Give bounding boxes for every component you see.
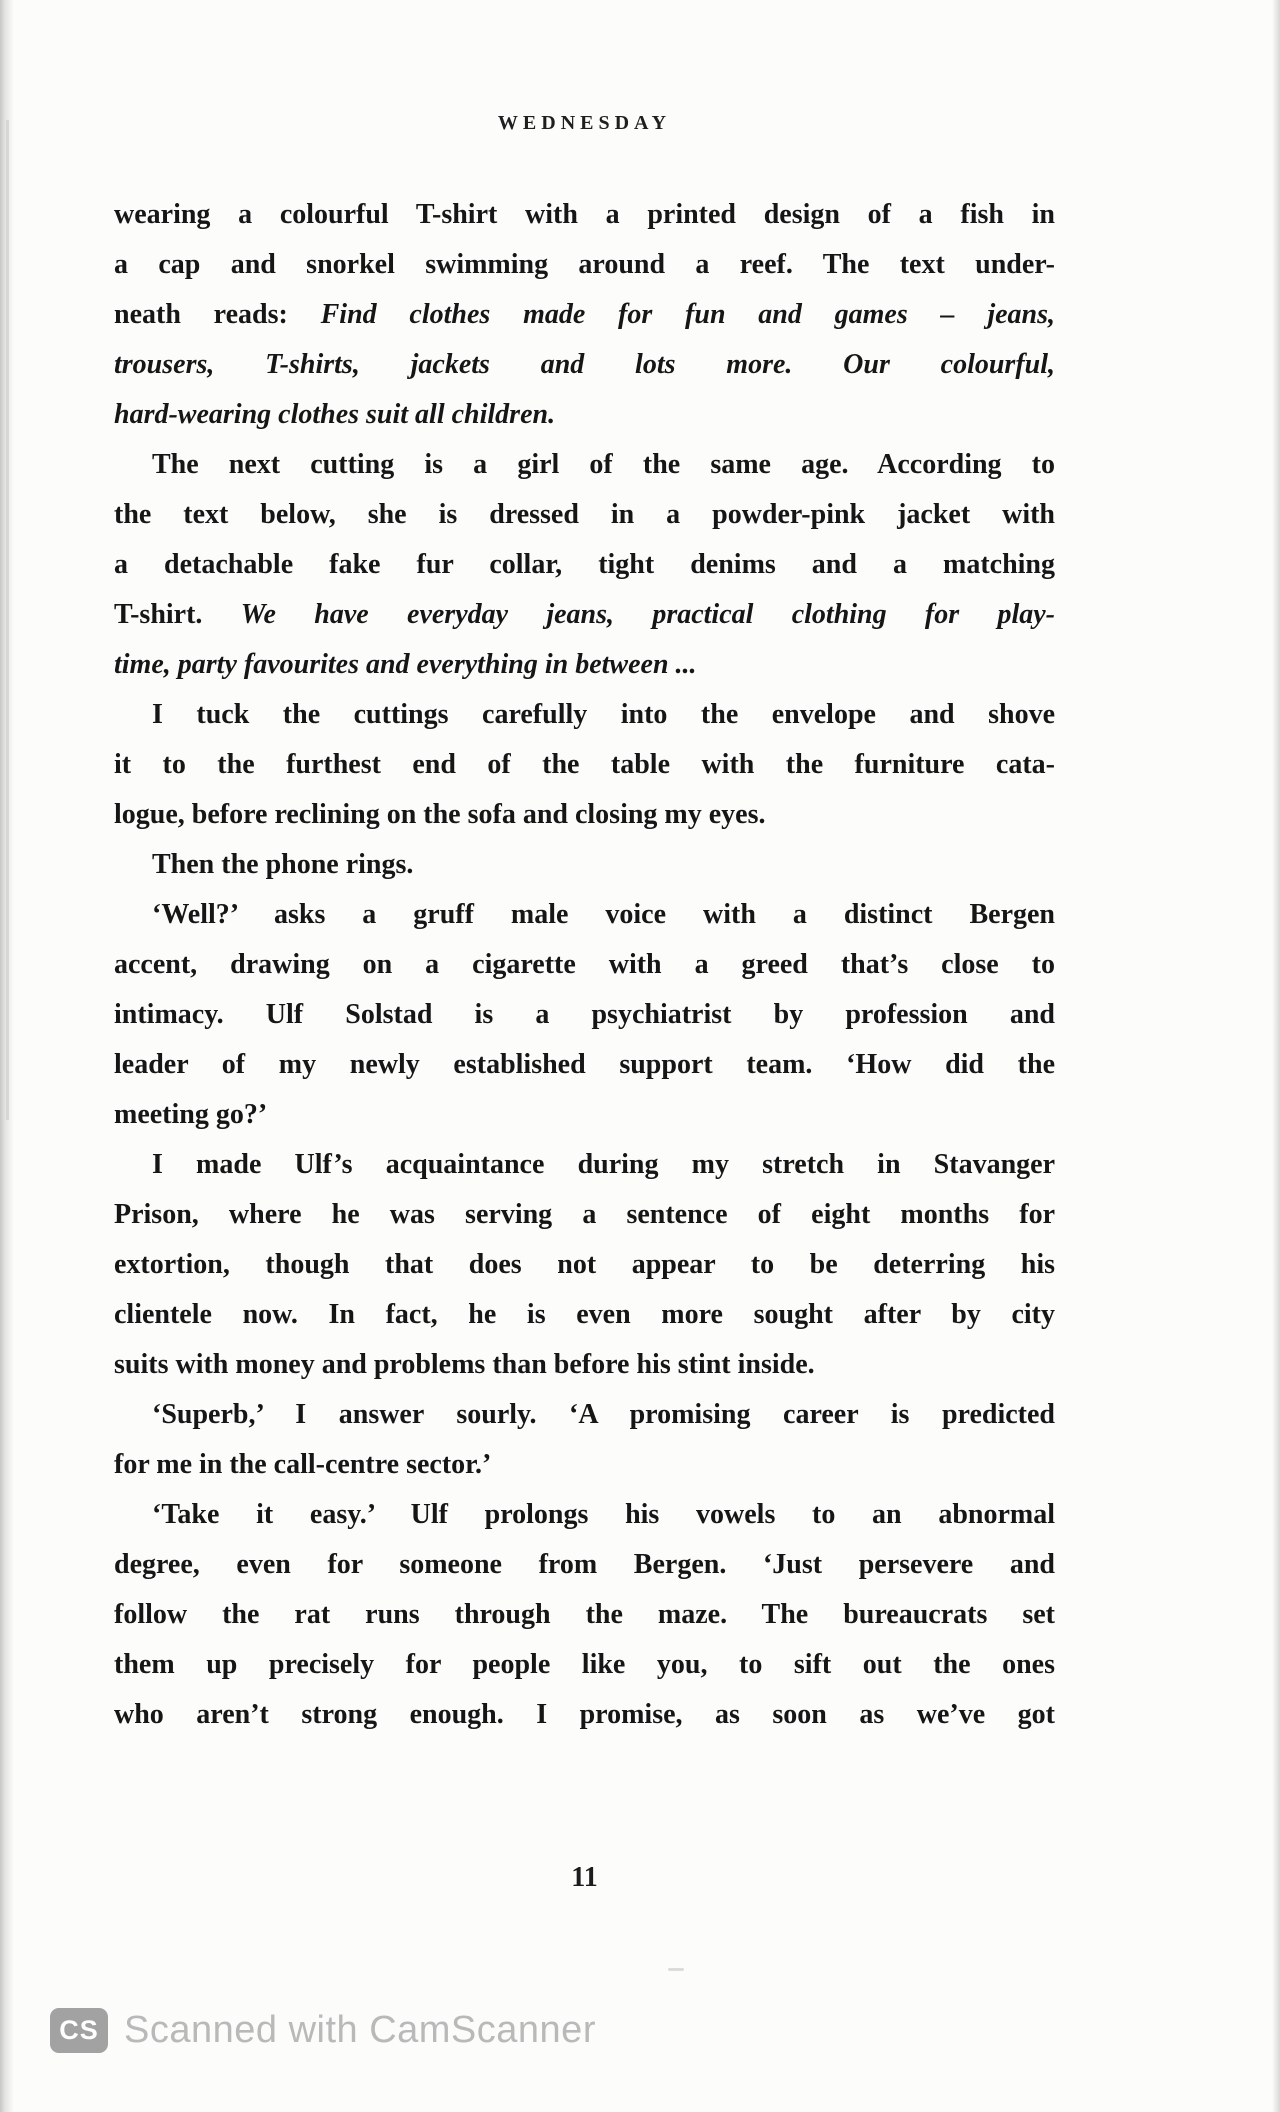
scan-speck (668, 1968, 684, 1971)
text-segment: logue, before reclining on the sofa and closing my eyes. (114, 799, 766, 830)
text-segment: follow the rat runs through the maze. The bureaucrats set (114, 1599, 1055, 1630)
text-segment: The next cutting is a girl of the same age. According to (152, 449, 1055, 480)
text-line (114, 190, 1055, 240)
italic-text-segment: hard-wearing clothes suit all children. (114, 399, 556, 430)
camscanner-text: Scanned with CamScanner (124, 2009, 596, 2051)
text-segment: who aren’t strong enough. I promise, as soon as we’ve got (114, 1699, 1055, 1730)
text-line (114, 240, 1055, 290)
text-line (114, 690, 1055, 740)
text-line (114, 1190, 1055, 1240)
text-segment: extortion, though that does not appear to be deterring his (114, 1249, 1055, 1280)
text-line (114, 790, 1055, 840)
text-segment: I made Ulf’s acquaintance during my stretch in Stavanger (152, 1149, 1055, 1180)
running-head: WEDNESDAY (497, 112, 672, 134)
text-line (114, 840, 1055, 890)
text-line (114, 340, 1055, 390)
text-segment: Prison, where he was serving a sentence of eight months for (114, 1199, 1055, 1230)
text-segment: intimacy. Ulf Solstad is a psychiatrist by profession and (114, 999, 1055, 1030)
camscanner-logo-icon: CS (50, 2008, 108, 2053)
text-line (114, 940, 1055, 990)
text-segment: neath reads: (114, 299, 321, 330)
text-segment: a detachable fake fur collar, tight denims and a matching (114, 549, 1055, 580)
page-edge-shadow-right (1272, 0, 1280, 2112)
text-segment: for me in the call-centre sector.’ (114, 1449, 492, 1480)
text-segment: the text below, she is dressed in a powder-pink jacket with (114, 499, 1055, 530)
italic-text-segment: We have everyday jeans, practical clothing for play- (240, 599, 1055, 630)
text-segment: Then the phone rings. (152, 849, 414, 880)
text-segment: wearing a colourful T-shirt with a printed design of a fish in (114, 199, 1055, 230)
text-line (114, 1640, 1055, 1690)
text-line (114, 1040, 1055, 1090)
text-segment: leader of my newly established support team. ‘How did the (114, 1049, 1055, 1080)
text-line (114, 1240, 1055, 1290)
text-segment: it to the furthest end of the table with the furniture cata- (114, 749, 1055, 780)
text-segment: I tuck the cuttings carefully into the envelope and shove (152, 699, 1055, 730)
text-segment: ‘Well?’ asks a gruff male voice with a distinct Bergen (152, 899, 1055, 930)
text-line (114, 440, 1055, 490)
text-line (114, 590, 1055, 640)
text-line (114, 990, 1055, 1040)
text-segment: suits with money and problems than before his stint inside. (114, 1349, 815, 1380)
text-line (114, 1290, 1055, 1340)
page-text (114, 190, 1055, 1740)
camscanner-watermark (50, 2008, 596, 2053)
text-line (114, 1490, 1055, 1540)
text-line (114, 740, 1055, 790)
page-number: 11 (571, 1862, 598, 1893)
text-line (114, 290, 1055, 340)
text-line (114, 1440, 1055, 1490)
italic-text-segment: trousers, T-shirts, jackets and lots more. Our colourful, (114, 349, 1055, 380)
text-line (114, 1590, 1055, 1640)
text-segment: a cap and snorkel swimming around a reef. The text under- (114, 249, 1055, 280)
text-line (114, 390, 1055, 440)
text-line (114, 1140, 1055, 1190)
text-line (114, 1090, 1055, 1140)
page-edge-line (6, 120, 9, 1120)
text-segment: accent, drawing on a cigarette with a greed that’s close to (114, 949, 1055, 980)
text-line (114, 1690, 1055, 1740)
text-segment: ‘Superb,’ I answer sourly. ‘A promising career is predicted (152, 1399, 1055, 1430)
text-line (114, 1540, 1055, 1590)
italic-text-segment: time, party favourites and everything in between ... (114, 649, 697, 680)
text-segment: them up precisely for people like you, to sift out the ones (114, 1649, 1055, 1680)
text-segment: ‘Take it easy.’ Ulf prolongs his vowels to an abnormal (152, 1499, 1055, 1530)
text-segment: clientele now. In fact, he is even more sought after by city (114, 1299, 1055, 1330)
text-segment: meeting go?’ (114, 1099, 268, 1130)
text-line (114, 1390, 1055, 1440)
italic-text-segment: Find clothes made for fun and games – jeans, (320, 299, 1055, 330)
text-segment: T-shirt. (114, 599, 241, 630)
text-line (114, 490, 1055, 540)
text-line (114, 890, 1055, 940)
text-line (114, 640, 1055, 690)
text-segment: degree, even for someone from Bergen. ‘Just persevere and (114, 1549, 1055, 1580)
text-line (114, 540, 1055, 590)
text-line (114, 1340, 1055, 1390)
